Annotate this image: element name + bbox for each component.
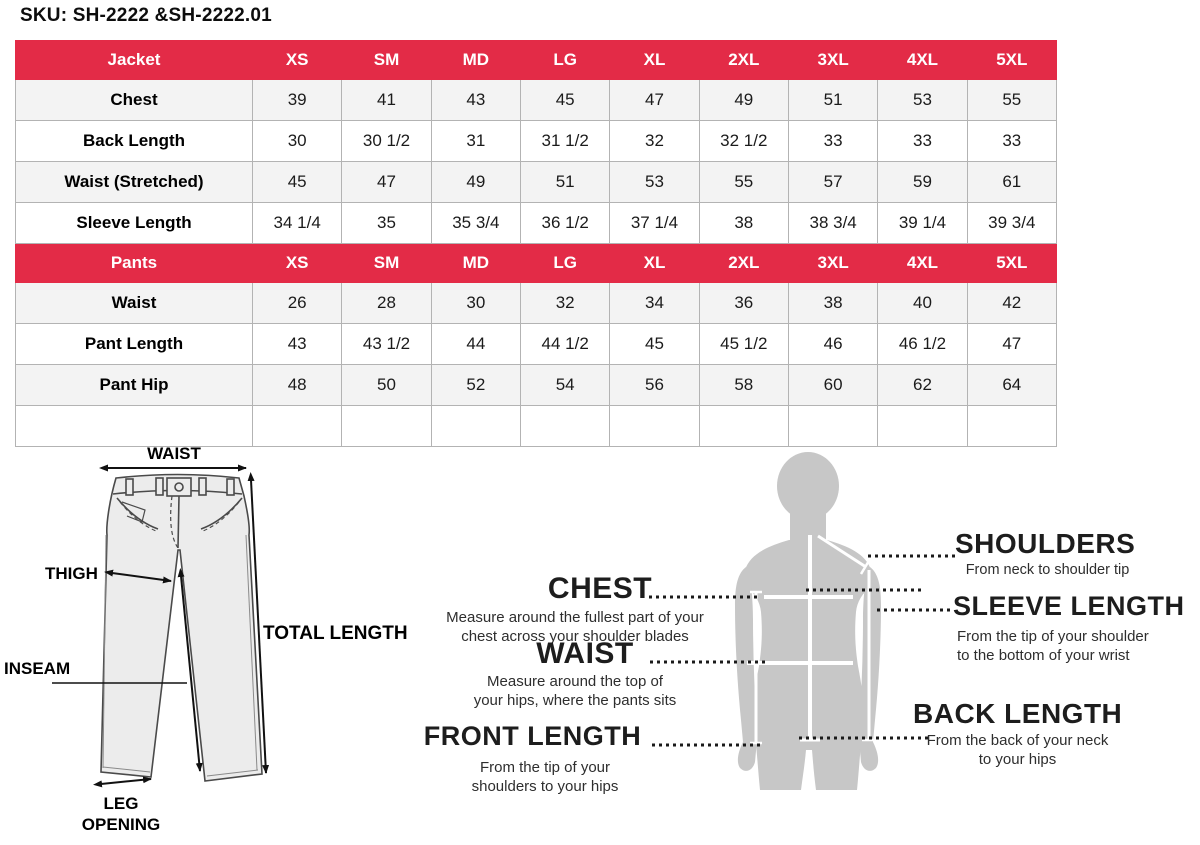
size-header-cell: XL xyxy=(610,41,699,80)
back-length-guide-title: BACK LENGTH xyxy=(913,698,1123,729)
size-header-cell: XL xyxy=(610,244,699,283)
value-cell: 56 xyxy=(610,365,699,406)
value-cell: 32 1/2 xyxy=(699,121,788,162)
value-cell: 57 xyxy=(788,162,877,203)
value-cell: 58 xyxy=(699,365,788,406)
back-length-guide-desc xyxy=(910,731,1125,769)
value-cell: 39 3/4 xyxy=(967,203,1056,244)
value-cell: 51 xyxy=(788,80,877,121)
sleeve-length-guide-desc xyxy=(957,627,1187,665)
size-table-body xyxy=(16,41,1057,447)
value-cell: 53 xyxy=(610,162,699,203)
value-cell: 42 xyxy=(967,283,1056,324)
value-cell: 52 xyxy=(431,365,520,406)
value-cell: 35 xyxy=(342,203,431,244)
table-section-header-row xyxy=(16,41,1057,80)
value-cell: 55 xyxy=(699,162,788,203)
value-cell: 36 xyxy=(699,283,788,324)
table-row xyxy=(16,203,1057,244)
shoulders-guide-title: SHOULDERS xyxy=(955,528,1136,559)
row-label-cell: Chest xyxy=(16,80,253,121)
size-header-cell: XS xyxy=(253,244,342,283)
value-cell: 53 xyxy=(878,80,967,121)
waist-desc-line1: Measure around the top of xyxy=(487,673,663,690)
row-label-cell: Sleeve Length xyxy=(16,203,253,244)
size-header-cell: 5XL xyxy=(967,244,1056,283)
value-cell: 41 xyxy=(342,80,431,121)
value-cell: 45 xyxy=(253,162,342,203)
table-row xyxy=(16,324,1057,365)
size-header-cell: 4XL xyxy=(878,244,967,283)
size-header-cell: 3XL xyxy=(788,244,877,283)
value-cell: 34 1/4 xyxy=(253,203,342,244)
value-cell: 33 xyxy=(788,121,877,162)
size-header-cell: MD xyxy=(431,41,520,80)
value-cell: 38 xyxy=(699,203,788,244)
pants-leg-opening-label xyxy=(46,793,196,835)
table-row xyxy=(16,162,1057,203)
leg-opening-line1: LEG xyxy=(103,794,139,813)
chest-desc-line2: chest across your shoulder blades xyxy=(461,628,689,645)
size-table xyxy=(15,40,1057,447)
size-header-cell: XS xyxy=(253,41,342,80)
row-label-cell: Waist xyxy=(16,283,253,324)
sleeve-desc-line1: From the tip of your shoulder xyxy=(957,628,1149,645)
row-label-cell: Back Length xyxy=(16,121,253,162)
size-header-cell: LG xyxy=(520,41,609,80)
value-cell: 31 xyxy=(431,121,520,162)
value-cell: 36 1/2 xyxy=(520,203,609,244)
value-cell: 39 1/4 xyxy=(878,203,967,244)
value-cell: 43 1/2 xyxy=(342,324,431,365)
value-cell: 33 xyxy=(878,121,967,162)
value-cell: 51 xyxy=(520,162,609,203)
table-row xyxy=(16,283,1057,324)
size-header-cell: SM xyxy=(342,41,431,80)
value-cell: 48 xyxy=(253,365,342,406)
value-cell: 62 xyxy=(878,365,967,406)
size-header-cell: 3XL xyxy=(788,41,877,80)
value-cell: 33 xyxy=(967,121,1056,162)
front-length-desc-line1: From the tip of your xyxy=(479,759,611,776)
leg-opening-line2: OPENING xyxy=(81,815,161,834)
chest-desc-line1: Measure around the fullest part of your xyxy=(446,609,704,626)
front-length-guide-desc xyxy=(430,758,660,796)
shoulders-guide-desc xyxy=(945,561,1150,580)
value-cell: 46 xyxy=(788,324,877,365)
sku-title: SKU: SH-2222 &SH-2222.01 xyxy=(20,5,272,26)
value-cell: 40 xyxy=(878,283,967,324)
sleeve-desc-line2: to the bottom of your wrist xyxy=(957,647,1130,664)
table-row xyxy=(16,365,1057,406)
shoulders-desc-line1: From neck to shoulder tip xyxy=(965,562,1130,578)
value-cell: 49 xyxy=(431,162,520,203)
value-cell: 60 xyxy=(788,365,877,406)
value-cell: 43 xyxy=(253,324,342,365)
value-cell: 55 xyxy=(967,80,1056,121)
sleeve-length-guide-title: SLEEVE LENGTH xyxy=(953,591,1185,621)
size-header-cell: 5XL xyxy=(967,41,1056,80)
row-label-cell: Pant Hip xyxy=(16,365,253,406)
value-cell: 32 xyxy=(610,121,699,162)
section-name-cell: Jacket xyxy=(16,41,253,80)
value-cell: 38 xyxy=(788,283,877,324)
section-name-cell: Pants xyxy=(16,244,253,283)
value-cell: 34 xyxy=(610,283,699,324)
value-cell: 37 1/4 xyxy=(610,203,699,244)
pants-drawing xyxy=(101,475,262,782)
size-header-cell: 4XL xyxy=(878,41,967,80)
value-cell: 30 xyxy=(431,283,520,324)
value-cell: 38 3/4 xyxy=(788,203,877,244)
value-cell: 39 xyxy=(253,80,342,121)
value-cell: 54 xyxy=(520,365,609,406)
value-cell: 31 1/2 xyxy=(520,121,609,162)
table-section-header-row xyxy=(16,244,1057,283)
waist-guide-title: WAIST xyxy=(536,637,634,670)
value-cell: 45 1/2 xyxy=(699,324,788,365)
table-row xyxy=(16,121,1057,162)
value-cell: 30 1/2 xyxy=(342,121,431,162)
value-cell: 35 3/4 xyxy=(431,203,520,244)
value-cell: 44 xyxy=(431,324,520,365)
pants-inseam-label: INSEAM xyxy=(4,659,71,678)
pants-total-length-label: TOTAL LENGTH xyxy=(263,623,408,644)
value-cell: 45 xyxy=(520,80,609,121)
front-length-guide-title: FRONT LENGTH xyxy=(423,721,642,751)
value-cell: 44 1/2 xyxy=(520,324,609,365)
row-label-cell: Pant Length xyxy=(16,324,253,365)
back-length-desc-line1: From the back of your neck xyxy=(926,732,1109,749)
size-header-cell: SM xyxy=(342,244,431,283)
value-cell: 59 xyxy=(878,162,967,203)
value-cell: 28 xyxy=(342,283,431,324)
size-header-cell: LG xyxy=(520,244,609,283)
front-length-desc-line2: shoulders to your hips xyxy=(471,778,619,795)
value-cell: 61 xyxy=(967,162,1056,203)
table-row xyxy=(16,80,1057,121)
row-label-cell: Waist (Stretched) xyxy=(16,162,253,203)
value-cell: 32 xyxy=(520,283,609,324)
size-header-cell: MD xyxy=(431,244,520,283)
value-cell: 64 xyxy=(967,365,1056,406)
waist-guide-desc xyxy=(430,672,720,710)
chest-guide-title: CHEST xyxy=(547,572,653,605)
value-cell: 26 xyxy=(253,283,342,324)
waist-desc-line2: your hips, where the pants sits xyxy=(473,692,677,709)
value-cell: 47 xyxy=(610,80,699,121)
value-cell: 46 1/2 xyxy=(878,324,967,365)
value-cell: 49 xyxy=(699,80,788,121)
value-cell: 50 xyxy=(342,365,431,406)
value-cell: 30 xyxy=(253,121,342,162)
value-cell: 47 xyxy=(342,162,431,203)
pants-waist-label: WAIST xyxy=(147,444,201,463)
back-length-desc-line2: to your hips xyxy=(978,751,1057,768)
value-cell: 45 xyxy=(610,324,699,365)
value-cell: 43 xyxy=(431,80,520,121)
pants-thigh-label: THIGH xyxy=(45,564,98,583)
size-header-cell: 2XL xyxy=(699,244,788,283)
size-header-cell: 2XL xyxy=(699,41,788,80)
value-cell: 47 xyxy=(967,324,1056,365)
